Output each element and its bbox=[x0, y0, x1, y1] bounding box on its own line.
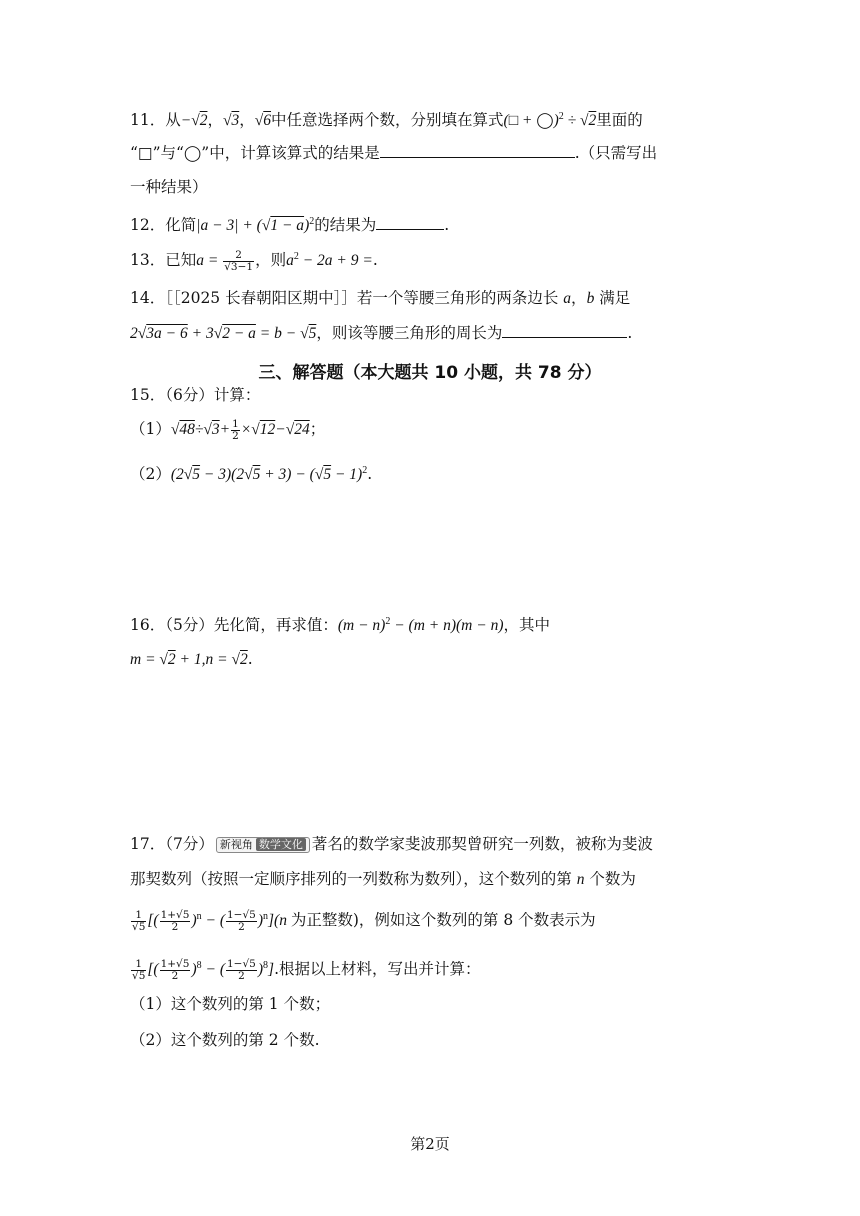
q15-title: 15．（6分）计算： bbox=[130, 386, 261, 404]
q17-part2: （2）这个数列的第 2 个数. bbox=[130, 1031, 320, 1049]
q11-line2: “□”与“◯”中，计算该算式的结果是 .（只需写出 bbox=[130, 144, 658, 162]
q12: 12．化简$|a - 3| + (√1 - a)^2$的结果为 . bbox=[130, 216, 450, 235]
q17-line1: 17．（7分） 新视角 数学文化 著名的数学家斐波那契曾研究一列数，被称为斐波 bbox=[130, 835, 653, 853]
fraction: $\frac{1+√5}{2}$ bbox=[160, 908, 190, 933]
culture-badge: 新视角 数学文化 bbox=[216, 837, 310, 853]
q16-line2: m = √2 + 1,n = √2. bbox=[130, 650, 253, 668]
q11-line1: 11．从−√2，√3，√6中任意选择两个数，分别填在算式(□ + ◯)$^2$ ÷ √2里面的 bbox=[130, 111, 643, 130]
q17-part1: （1）这个数列的第 1 个数； bbox=[130, 995, 331, 1013]
q14-line2: 2√3a − 6 + 3√2 − a = b − √5，则该等腰三角形的周长为 . bbox=[130, 324, 633, 342]
fraction: $\frac{2}{√3-1}$ bbox=[224, 248, 254, 273]
answer-blank[interactable] bbox=[502, 323, 627, 338]
fraction: $\frac{1-√5}{2}$ bbox=[226, 908, 256, 933]
section-heading: 三、解答题（本大题共 10 小题，共 78 分） bbox=[258, 363, 602, 383]
q15-part2: $(2)(2√5 - 3)(2√5 + 3) - (√5 - 1)^2$. bbox=[130, 465, 373, 484]
fraction: $\frac{1}{2}$ bbox=[232, 417, 239, 442]
q17-line3: $\frac{1}{√5}$ [( $\frac{1+√5}{2}$ )$^n$ − ( $\frac{1-√5}{2}$ )$^n$](n 为正整数)，例如这个数列的第 8 个数表示为 bbox=[132, 908, 596, 933]
fraction: $\frac{1}{√5}$ bbox=[132, 957, 146, 982]
page-number: 第2页 bbox=[410, 1135, 450, 1153]
q13: 13．已知a = $\frac{2}{√3-1}$ ，则$a^2 - 2a + 9$ =. bbox=[130, 248, 378, 273]
q17-line2: 那契数列（按照一定顺序排列的一列数称为数列），这个数列的第 n 个数为 bbox=[130, 870, 636, 888]
q17-line4: $\frac{1}{√5}$ [( $\frac{1+√5}{2}$ )$^8$ − ( $\frac{1-√5}{2}$ )$^8$].根据以上材料，写出并计算： bbox=[132, 957, 481, 982]
fraction: $\frac{1+√5}{2}$ bbox=[160, 957, 190, 982]
answer-blank[interactable] bbox=[380, 143, 575, 158]
answer-blank[interactable] bbox=[376, 215, 444, 230]
q14-line1: 14．［［2025 长春朝阳区期中］］若一个等腰三角形的两条边长 a，b 满足 bbox=[130, 289, 631, 307]
fraction: $\frac{1}{√5}$ bbox=[132, 908, 146, 933]
fraction: $\frac{1-√5}{2}$ bbox=[226, 957, 256, 982]
q15-part1: （1）√48÷√3+ $\frac{1}{2}$ ×√12−√24； bbox=[130, 417, 326, 442]
q16-line1: 16．（5分）先化简，再求值：$(m - n)^2 - (m + n)(m - n)$，其中 bbox=[130, 616, 551, 635]
q11-line3: 一种结果） bbox=[130, 178, 208, 196]
